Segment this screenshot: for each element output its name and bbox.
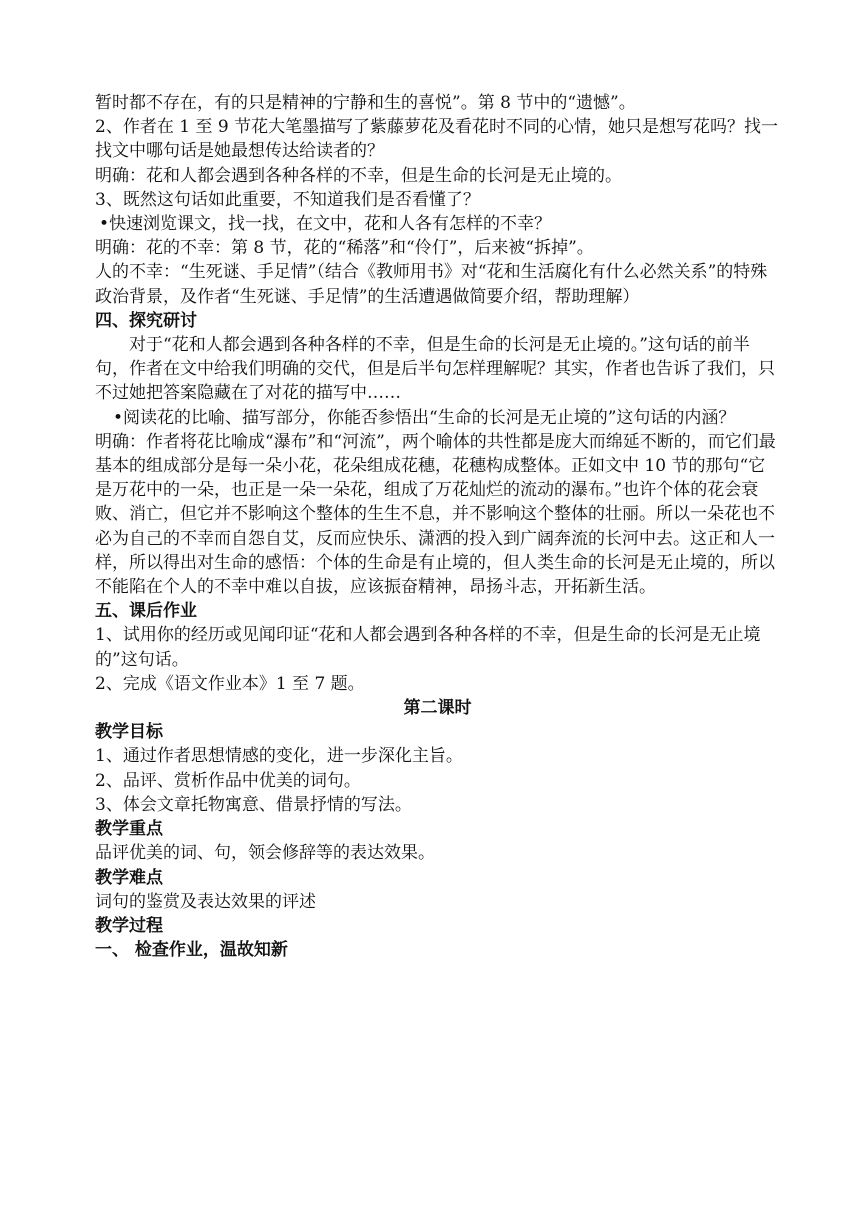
section-heading-5: 五、课后作业	[95, 601, 197, 622]
heading-process: 教学过程	[95, 915, 163, 936]
section-heading-4: 四、探究研讨	[95, 310, 197, 331]
difficulties-text: 词句的鉴赏及表达效果的评述	[95, 891, 316, 912]
goal-item: 1、通过作者思想情感的变化，进一步深化主旨。	[95, 746, 463, 767]
bullet-item	[95, 406, 780, 430]
lesson-title: 第二课时	[403, 698, 472, 719]
answer: 明确：花的不幸：第 8 节，花的“稀落”和“伶仃”，后来被“拆掉”。	[95, 238, 594, 259]
key-points-text: 品评优美的词、句，领会修辞等的表达效果。	[95, 843, 435, 864]
answer: 明确：花和人都会遇到各种各样的不幸，但是生命的长河是无止境的。	[95, 165, 622, 186]
homework-1: 1、试用你的经历或见闻印证“花和人都会遇到各种各样的不幸，但是生命的长河是无止境的”这句话。	[95, 625, 761, 670]
heading-key-points: 教学重点	[95, 819, 163, 840]
heading-difficulties: 教学难点	[95, 867, 163, 888]
question-3: 3、既然这句话如此重要，不知道我们是否看懂了？	[95, 189, 480, 210]
process-step-1: 一、 检查作业，温故知新	[95, 940, 288, 961]
heading-goals: 教学目标	[95, 722, 163, 743]
paragraph: 暂时都不存在，有的只是精神的宁静和生的喜悦”。第 8 节中的“遗憾”。	[95, 93, 636, 113]
paragraph: 人的不幸：“生死谜、手足情”（结合《教师用书》对“花和生活腐化有什么必然关系”的特殊政治背景，及作者“生死谜、手足情”的生活遭遇做简要介绍，帮助理解）	[95, 262, 768, 307]
goal-item: 3、体会文章托物寓意、借景抒情的写法。	[95, 794, 412, 815]
answer: 明确：作者将花比喻成“瀑布”和“河流”，两个喻体的共性都是庞大而绵延不断的，而它们最基本的组成部分是每一朵小花，花朵组成花穗，花穗构成整体。正如文中 10 节的那句“它是万花中的一朵，也正是一朵一朵花，组成了万花灿烂的流动的瀑布。”也许个体的花会衰败、消亡，但它并不影响这个整体的生生不息，并不影响这个整体的壮丽。所以一朵花也不必为自己的不幸而自怨自艾，反而应快乐、潇洒的投入到广阔奔流的长河中去。这正和人一样，所以得出对生命的感悟：个体的生命是有止境的，但人类生命的长河是无止境的，所以不能陷在个人的不幸中难以自拔，应该振奋精神，昂扬斗志，开拓新生活。	[95, 431, 776, 598]
goal-item: 2、品评、赏析作品中优美的词句。	[95, 770, 361, 791]
homework-2: 2、完成《语文作业本》1 至 7 题。	[95, 673, 365, 694]
bullet-item: •快速浏览课文，找一找，在文中，花和人各有怎样的不幸？	[99, 214, 552, 235]
bullet-text: •阅读花的比喻、描写部分，你能否参悟出“生命的长河是无止境的”这句话的内涵？	[113, 407, 736, 428]
question-2: 2、作者在 1 至 9 节花大笔墨描写了紫藤萝花及看花时不同的心情，她只是想写花吗？找一找文中哪句话是她最想传达给读者的？	[95, 117, 779, 162]
paragraph: 对于“花和人都会遇到各种各样的不幸，但是生命的长河是无止境的。”这句话的前半句，作者在文中给我们明确的交代，但是后半句怎样理解呢？其实，作者也告诉了我们，只不过她把答案隐藏在了对花的描写中……	[95, 335, 775, 404]
